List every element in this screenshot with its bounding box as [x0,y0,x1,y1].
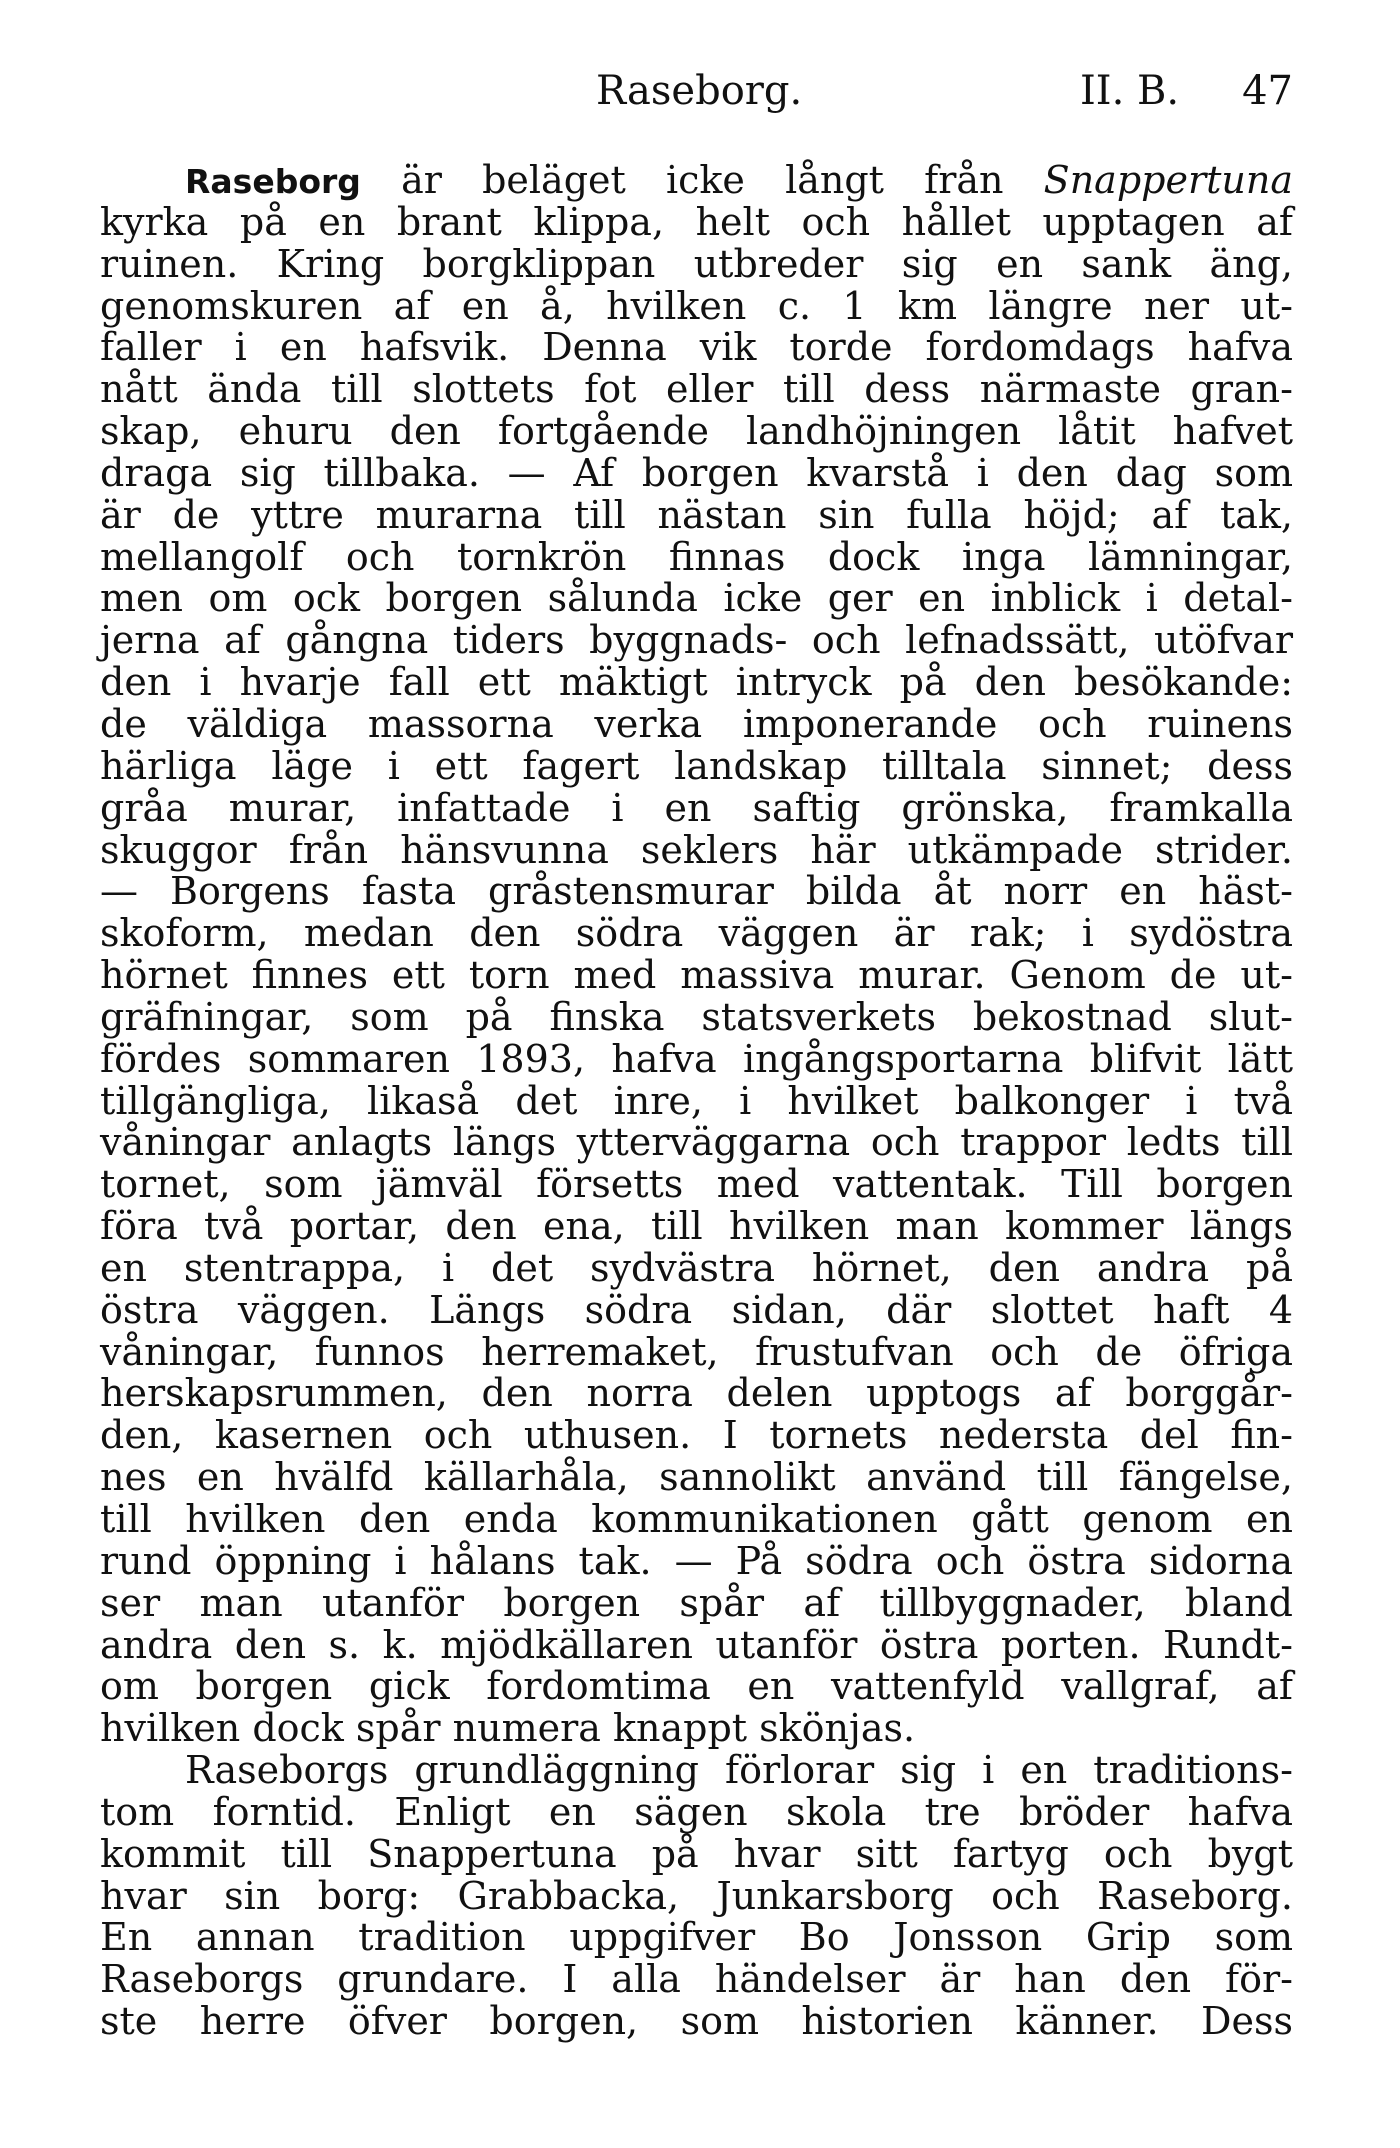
text-line: om borgen gick fordomtima en vattenfyld vallgraf, af [100,1664,1293,1709]
text-line: Raseborgs grundläggning förlorar sig i en traditions- [185,1748,1293,1793]
text-line: den, kasernen och uthusen. I tornets nedersta del fin- [100,1413,1293,1458]
text-line: de väldiga massorna verka imponerande och ruinens [100,701,1293,746]
text-line: är de yttre murarna till nästan sin fulla höjd; af tak, [100,492,1293,537]
text-line: mellangolf och tornkrön finnas dock inga lämningar, [100,534,1293,579]
text-line: Raseborgs grundare. I alla händelser är han den för- [100,1957,1293,2002]
text-run-mid: är beläget icke långt från [360,158,1044,202]
running-header [596,60,1293,120]
text-line [100,160,1293,202]
text-line: rund öppning i hålans tak. — På södra och östra sidorna [100,1538,1293,1583]
page-number: 47 [1242,68,1293,114]
text-line: föra två portar, den ena, till hvilken man kommer längs [100,1204,1293,1249]
text-line: ste herre öfver borgen, som historien känner. Dess [100,1999,1293,2044]
text-line: — Borgens fasta gråstensmurar bilda åt norr en häst- [100,869,1293,914]
text-line: draga sig tillbaka. — Af borgen kvarstå i den dag som [100,450,1293,495]
text-run-bold: Raseborg [185,162,361,201]
text-line: en stentrappa, i det sydvästra hörnet, den andra på [100,1245,1293,1290]
text-line: nes en hvälfd källarhåla, sannolikt använd till fängelse, [100,1455,1293,1500]
text-line: till hvilken den enda kommunikationen gått genom en [100,1497,1293,1541]
header-section: II. B. [1080,68,1180,114]
text-line: nått ända till slottets fot eller till dess närmaste gran- [100,367,1293,412]
text-line: tillgängliga, likaså det inre, i hvilket balkonger i två [100,1078,1293,1123]
text-line: våningar anlagts längs ytterväggarna och trappor ledts till [100,1120,1293,1165]
text-line: jerna af gångna tiders byggnads- och lefnadssätt, utöfvar [100,618,1293,663]
text-line: hörnet finnes ett torn med massiva murar. Genom de ut- [100,953,1293,998]
text-line: faller i en hafsvik. Denna vik torde fordomdags hafva [100,325,1293,370]
text-line: men om ock borgen sålunda icke ger en inblick i detal- [100,576,1293,621]
text-line: den i hvarje fall ett mäktigt intryck på den besökande: [100,660,1293,705]
text-line: härliga läge i ett fagert landskap tilltala sinnet; dess [100,743,1293,788]
text-line: tornet, som jämväl försetts med vattentak. Till borgen [100,1162,1293,1207]
header-title: Raseborg. [596,68,803,114]
text-line: gräfningar, som på finska statsverkets bekostnad slut- [100,994,1293,1039]
text-line: gråa murar, infattade i en saftig grönska, framkalla [100,785,1293,830]
body-text [100,160,1293,2043]
text-line: våningar, funnos herremaket, frustufvan och de öfriga [100,1329,1293,1374]
text-line: kyrka på en brant klippa, helt och hållet upptagen af [100,199,1293,244]
text-line: östra väggen. Längs södra sidan, där slottet haft 4 [100,1287,1293,1332]
text-run-ital: Snappertuna [1043,158,1293,202]
text-line: kommit till Snappertuna på hvar sitt fartyg och bygt [100,1831,1293,1876]
text-line: hvar sin borg: Grabbacka, Junkarsborg och Raseborg. [100,1873,1293,1918]
text-line: andra den s. k. mjödkällaren utanför östra porten. Rundt- [100,1622,1293,1667]
text-line: fördes sommaren 1893, hafva ingångsportarna blifvit lätt [100,1036,1293,1081]
text-line: ser man utanför borgen spår af tillbyggnader, bland [100,1580,1293,1625]
text-line: skuggor från hänsvunna seklers här utkämpade strider. [100,827,1293,872]
text-line: hvilken dock spår numera knappt skönjas. [100,1706,916,1751]
text-line: genomskuren af en å, hvilken c. 1 km längre ner ut- [100,283,1293,328]
text-line: tom forntid. Enligt en sägen skola tre bröder hafva [100,1789,1293,1834]
text-line: skoform, medan den södra väggen är rak; i sydöstra [100,911,1293,956]
text-line: ruinen. Kring borgklippan utbreder sig en sank äng, [100,241,1293,286]
text-line: En annan tradition uppgifver Bo Jonsson Grip som [100,1915,1293,1960]
text-line: herskapsrummen, den norra delen upptogs af borggår- [100,1371,1293,1416]
text-line: skap, ehuru den fortgående landhöjningen låtit hafvet [100,409,1293,454]
